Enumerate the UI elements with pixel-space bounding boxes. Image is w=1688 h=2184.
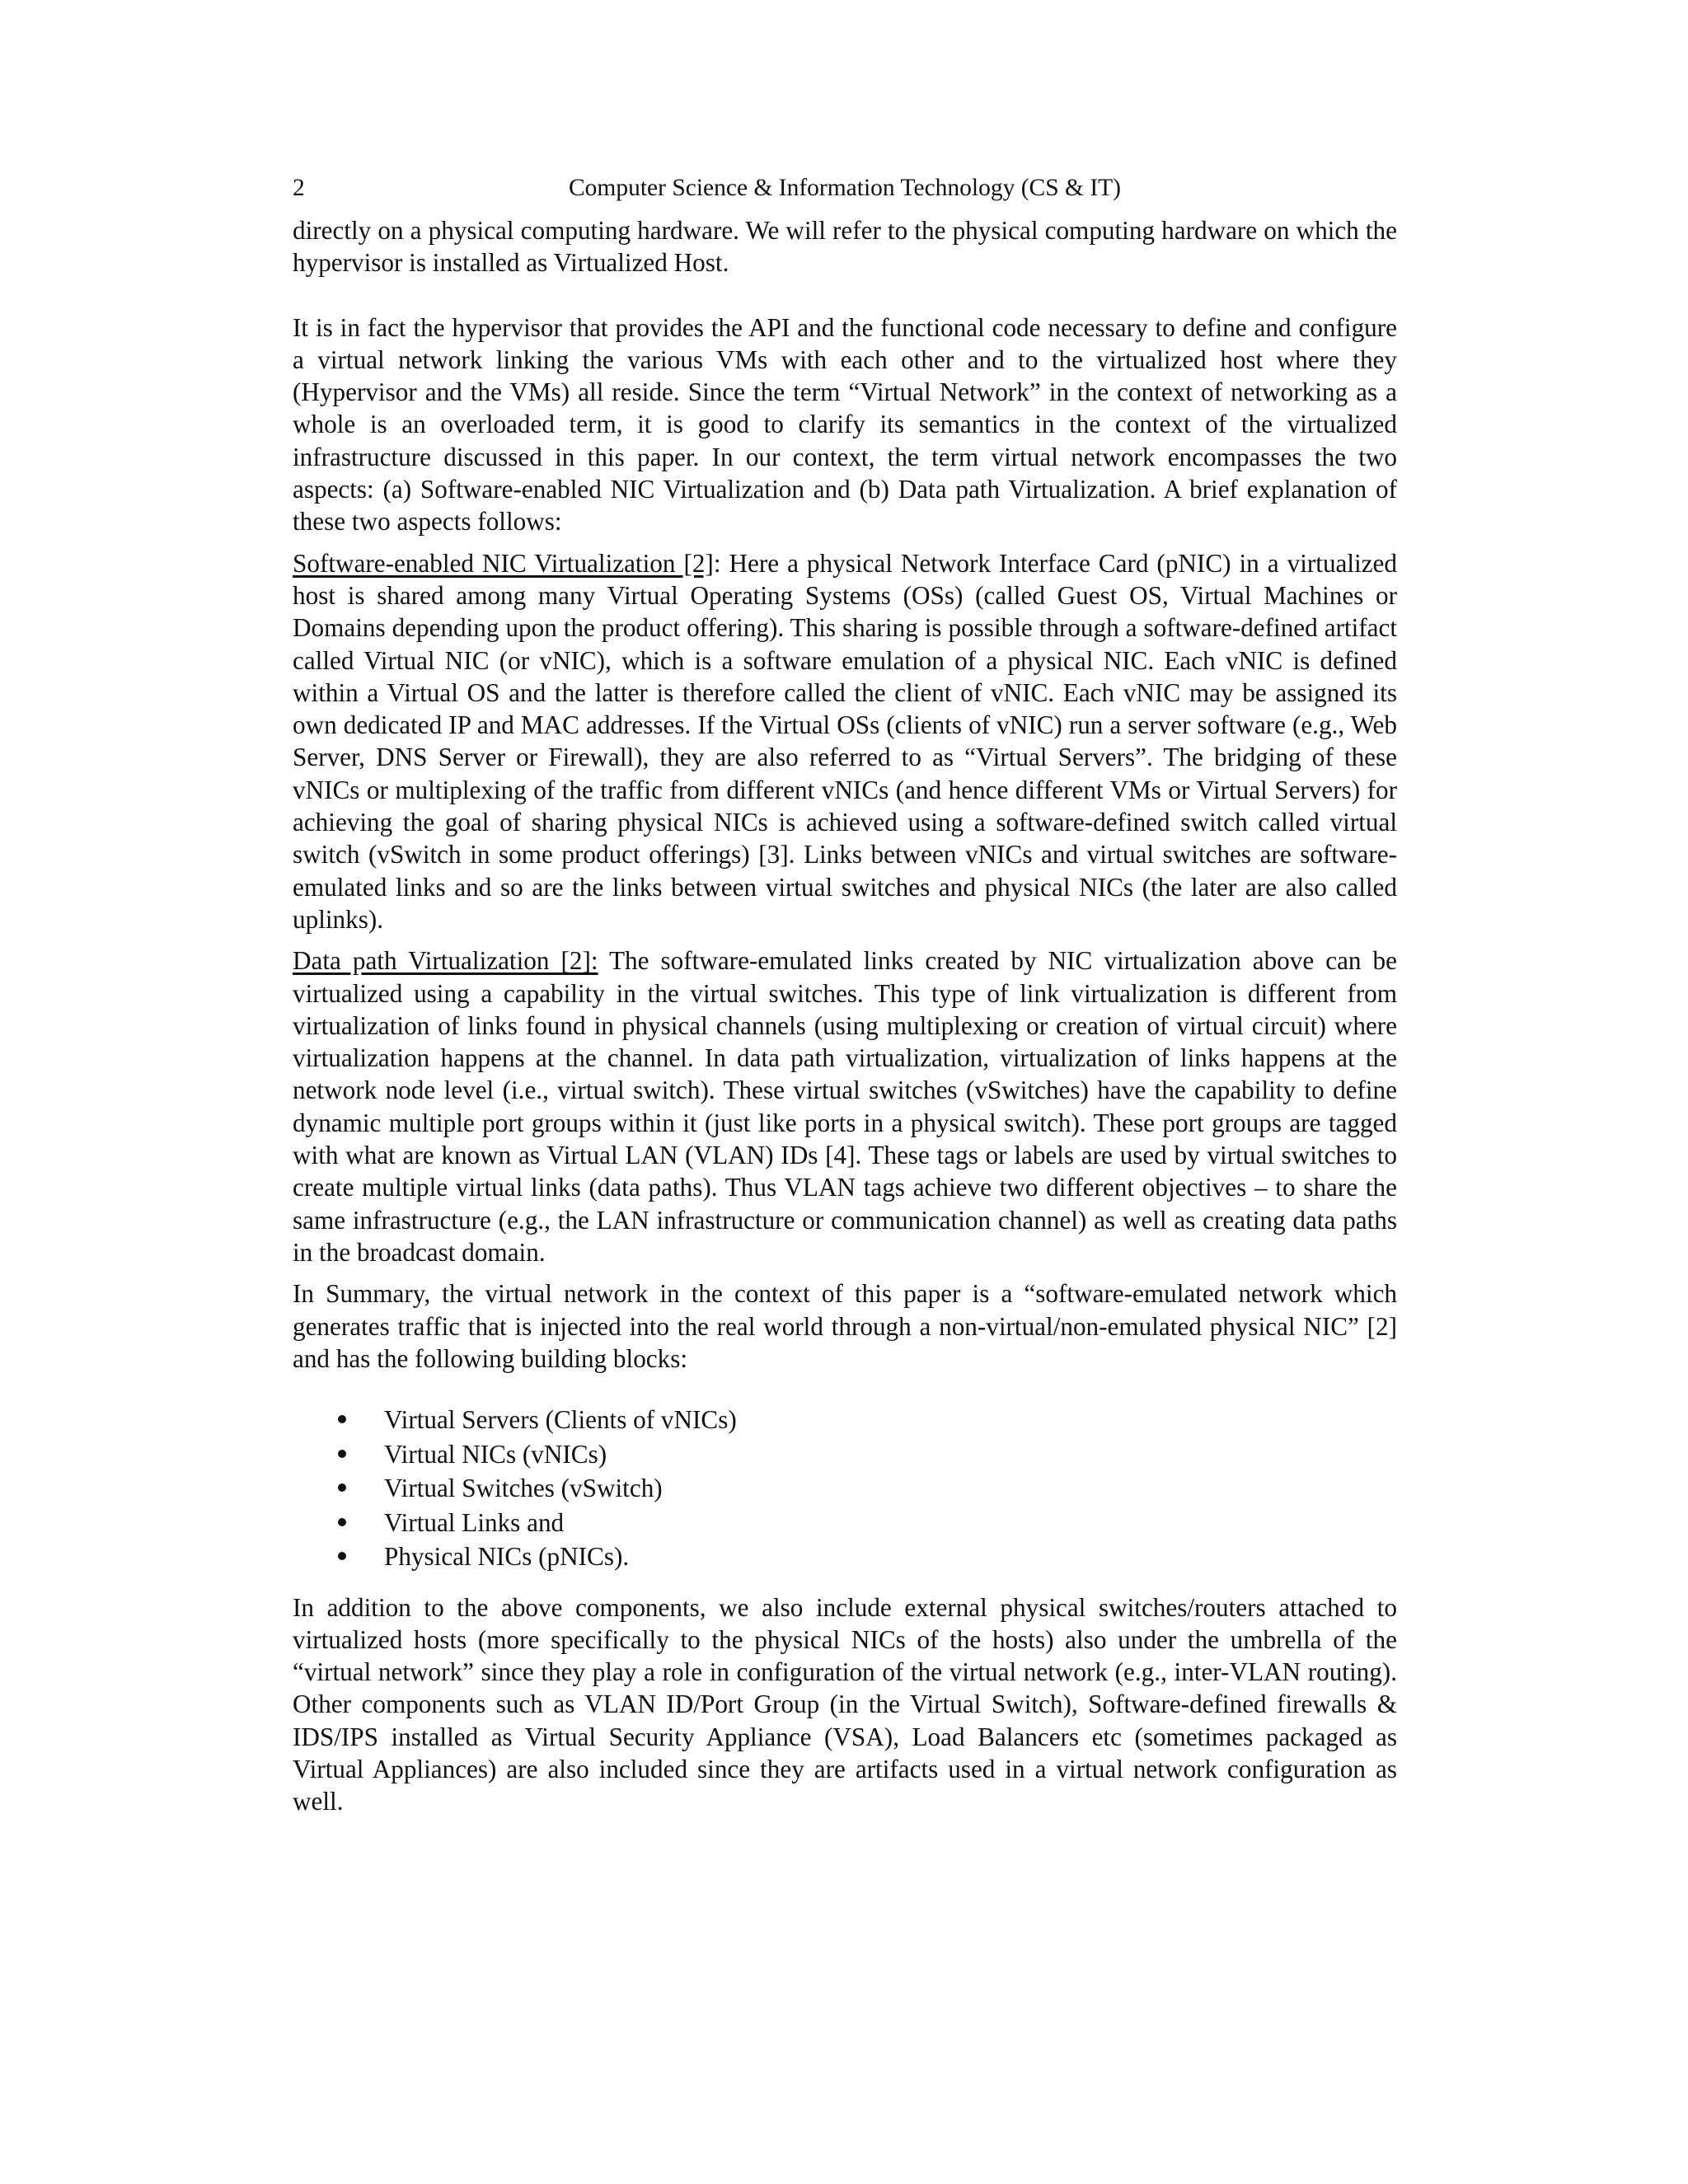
list-item [293,1471,1397,1506]
bullet-icon [338,1450,346,1458]
list-item-text: Virtual NICs (vNICs) [384,1439,607,1469]
paragraph-data-path-virtualization [293,944,1397,1268]
bullet-icon [338,1483,346,1492]
nic-virtualization-text: : Here a physical Network Interface Card (pNIC) in a virtualized host is shared among many Virtual Operating Systems (OSs) (called Guest OS, Virtual Machines or Domains depending upon the product offering). This sharing is possible through a software-defined artifact called Virtual NIC (or vNIC), which is a software emulation of a physical NIC. Each vNIC is defined within a Virtual OS and the latter is therefore called the client of vNIC. Each vNIC may be assigned its own dedicated IP and MAC addresses. If the Virtual OSs (clients of vNIC) run a server software (e.g., Web Server, DNS Server or Firewall), they are also referred to as “Virtual Servers”. The bridging of these vNICs or multiplexing of the traffic from different vNICs (and hence different VMs or Virtual Servers) for achieving the goal of sharing physical NICs is achieved using a software-defined switch called virtual switch (vSwitch in some product offerings) [3]. Links between vNICs and virtual switches are software-emulated links and so are the links between virtual switches and physical NICs (the later are also called uplinks). [293,548,1397,934]
term-data-path-virtualization: Data path Virtualization [2]: [293,946,598,976]
bullet-icon [338,1518,346,1526]
page [293,171,1397,1818]
list-item [293,1540,1397,1574]
running-header [293,171,1397,204]
list-item-text: Virtual Switches (vSwitch) [384,1474,663,1503]
list-item [293,1506,1397,1540]
page-number: 2 [293,175,305,201]
bullet-icon [338,1552,346,1560]
list-item [293,1403,1397,1437]
list-item-text: Virtual Links and [384,1507,565,1537]
list-item-text: Physical NICs (pNICs). [384,1542,630,1572]
term-nic-virtualization: Software-enabled NIC Virtualization [2] [293,548,714,578]
data-path-virtualization-text: The software-emulated links created by NIC virtualization above can be virtualized using a capability in the virtual switches. This type of link virtualization is different from virtualization of links found in physical channels (using multiplexing or creation of virtual circuit) where virtualization happens at the channel. In data path virtualization, virtualization of links happens at the network node level (i.e., virtual switch). These virtual switches (vSwitches) have the capability to define dynamic multiple port groups within it (just like ports in a physical switch). These port groups are tagged with what are known as Virtual LAN (VLAN) IDs [4]. These tags or labels are used by virtual switches to create multiple virtual links (data paths). Thus VLAN tags achieve two different objectives – to share the same infrastructure (e.g., the LAN infrastructure or communication channel) as well as creating data paths in the broadcast domain. [293,946,1397,1267]
paragraph-nic-virtualization [293,547,1397,936]
list-item [293,1437,1397,1472]
bullet-icon [338,1415,346,1423]
list-item-text: Virtual Servers (Clients of vNICs) [384,1405,737,1435]
paragraph-additional-components: In addition to the above components, we also include external physical switches/routers attached to virtualized hosts (more specifically to the physical NICs of the hosts) also under the umbrella of the “virtual network” since they play a role in configuration of the virtual network (e.g., inter-VLAN routing). Other components such as VLAN ID/Port Group (in the Virtual Switch), Software-defined firewalls & IDS/IPS installed as Virtual Security Appliance (VSA), Load Balancers etc (sometimes packaged as Virtual Appliances) are also included since they are artifacts used in a virtual network configuration as well. [293,1592,1397,1816]
paragraph-intro-continuation: directly on a physical computing hardware. We will refer to the physical computing hardware on which the hypervisor is installed as Virtualized Host. [293,216,1397,278]
paragraph-hypervisor: It is in fact the hypervisor that provides the API and the functional code necessary to define and configure a virtual network linking the various VMs with each other and to the virtualized host where they (Hypervisor and the VMs) all reside. Since the term “Virtual Network” in the context of networking as a whole is an overloaded term, it is good to clarify its semantics in the context of the virtualized infrastructure discussed in this paper. In our context, the term virtual network encompasses the two aspects: (a) Software-enabled NIC Virtualization and (b) Data path Virtualization. A brief explanation of these two aspects follows: [293,312,1397,537]
running-title: Computer Science & Information Technology (CS & IT) [568,175,1122,201]
building-blocks-list [293,1403,1397,1574]
paragraph-summary: In Summary, the virtual network in the context of this paper is a “software-emulated network which generates traffic that is injected into the real world through a non-virtual/non-emulated physical NIC” [2] and has the following building blocks: [293,1279,1397,1373]
